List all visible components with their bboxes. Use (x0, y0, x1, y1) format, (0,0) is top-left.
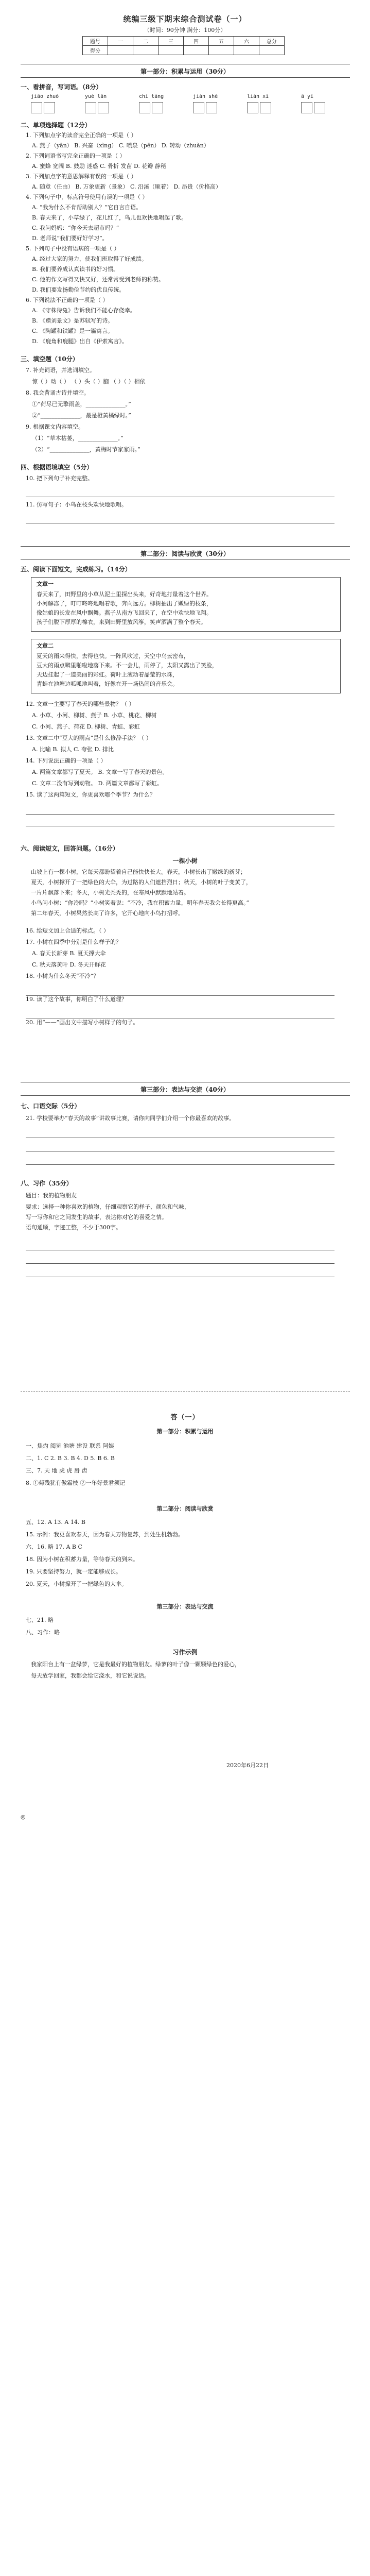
page-divider (21, 1391, 350, 1392)
story-line: 第二年春天，小树果然长高了许多，它开心地向小鸟打招呼。 (31, 910, 184, 917)
option-line: C. 秋天落黄叶 D. 冬天开鲜花 (32, 961, 106, 968)
answer-line[interactable] (26, 513, 334, 523)
question-line: 19. 读了这个故事，你明白了什么道理？ (26, 996, 127, 1003)
reading-box (31, 577, 341, 632)
reading-text-line: 豆大的雨点噼里啪啦地落下来。不一会儿，雨停了，太阳又露出了笑脸， (37, 662, 218, 669)
option-line: A. 经过大家的努力，使我们班取得了好成绩。 (32, 256, 147, 262)
option-line: C. 《陶罐和铁罐》是一篇寓言。 (32, 328, 114, 334)
reading-text-line: 青蛙在池塘边呱呱地叫着，好像在开一场热闹的音乐会。 (37, 680, 178, 687)
question-line: 13. 文章二中“豆大的雨点”是什么修辞手法？（ ） (26, 735, 152, 741)
score-table-header-row (83, 37, 285, 46)
story-line: 一片片飘落下来；冬天，小树光秃秃的，在寒风中默默地站着。 (31, 889, 189, 896)
answer-grid[interactable] (85, 102, 111, 115)
option-line: A. 随意（任由） B. 万象更新（景象） C. 沿溪（顺着） D. 昂贵（价格高） (32, 183, 221, 190)
answer-text: 七、21. 略 (26, 1617, 54, 1623)
question-line: 10. 把下列句子补充完整。 (26, 475, 93, 482)
question-heading: 六、阅读短文，回答问题。（16分） (21, 845, 119, 852)
score-cell: 总分 (259, 37, 285, 46)
question-line: 21. 学校要举办“春天的故事”讲故事比赛，请你向同学们介绍一个你最喜欢的故事。 (26, 1115, 235, 1122)
story-text (31, 869, 252, 920)
fill-line[interactable]: （2）“______________，黄梅时节家家雨。” (32, 446, 140, 453)
story-line: 夏天，小树撑开了一把绿色的大伞，为过路的人们遮挡烈日；秋天，小树的叶子变黄了， (31, 879, 252, 886)
question-line: 16. 给短文加上合适的标点。（ ） (26, 927, 109, 934)
sample-essay-title: 习作示例 (172, 1649, 198, 1656)
option-line: A. 小草、小河、柳树、燕子 B. 小草、桃花、柳树 (32, 712, 157, 719)
essay-title: 题目：我的植物朋友 (26, 1192, 77, 1199)
question-line: 4. 下列句子中，标点符号使用有误的一项是（ ） (26, 194, 148, 200)
reading-box-title: 文章二 (37, 642, 54, 649)
option-line: A. 《守株待兔》告诉我们不能心存侥幸。 (32, 307, 136, 314)
part1-title: 第一部分：积累与运用（30分） (140, 68, 230, 75)
score-cell: 五 (209, 37, 234, 46)
fill-question-list (26, 367, 145, 457)
score-cell: 题号 (83, 37, 108, 46)
footer-mark: ◎ (21, 1814, 26, 1820)
score-cell: 三 (158, 37, 184, 46)
question-line: 12. 文章一主要写了春天的哪些景物？（ ） (26, 701, 135, 707)
option-line: D. 《鹿角和鹿腿》出自《伊索寓言》。 (32, 338, 128, 345)
answer-text: 一、焦灼 阅览 池塘 建设 联系 阿姨 (26, 1443, 114, 1449)
question-heading: 二、单项选择题（12分） (21, 122, 91, 129)
divider (21, 77, 350, 78)
answer-line[interactable] (26, 803, 334, 815)
score-input-cell[interactable] (259, 46, 285, 55)
answer-grid[interactable] (139, 102, 165, 115)
question-heading: 七、口语交际（5分） (21, 1103, 81, 1110)
question-line: 20. 用“——”画出文中描写小树样子的句子。 (26, 1019, 139, 1026)
answer-text: 五、12. A 13. A 14. B (26, 1519, 85, 1526)
score-input-cell[interactable] (184, 46, 209, 55)
option-line: A. 蜜蜂 宽阔 B. 鼓励 迷惑 C. 骨折 发苗 D. 花瓣 静秘 (32, 163, 166, 170)
reading-box-title: 文章一 (37, 581, 54, 587)
answer-line[interactable] (26, 1140, 334, 1151)
score-input-cell[interactable] (133, 46, 158, 55)
option-line: B. 春天来了，小草绿了，花儿红了，鸟儿也欢快地唱起了歌。 (32, 214, 187, 221)
score-cell: 四 (184, 37, 209, 46)
option-line: A. 春天长新芽 B. 夏天撑大伞 (32, 950, 106, 957)
reading-text-line: 夏天的雨来得快，去得也快。一阵风吹过，天空中乌云密布， (37, 652, 189, 659)
answer-text: 二、1. C 2. B 3. B 4. D 5. B 6. B (26, 1455, 115, 1462)
question-line: 11. 仿写句子：小鸟在枝头欢快地歌唱。 (26, 501, 127, 508)
answer-line[interactable] (26, 815, 334, 826)
sample-line: 我家阳台上有一盆绿萝，它是我最好的植物朋友。绿萝的叶子像一颗颗绿色的爱心， (31, 1661, 240, 1668)
requirement-line: 语句通顺，字迹工整，不少于300字。 (26, 1224, 121, 1231)
score-input-cell[interactable] (209, 46, 234, 55)
story-question-list (26, 927, 334, 1030)
option-line: D. 老师说“我们要好好学习”。 (32, 235, 108, 242)
question-heading: 八、习作（35分） (21, 1180, 73, 1187)
score-table (82, 36, 285, 55)
answer-text: 20. 夏天，小树撑开了一把绿色的大伞。 (26, 1581, 127, 1587)
answer-grid[interactable] (301, 102, 327, 115)
sentence-question-list (26, 475, 334, 523)
page-subtitle: （时间：90分钟 满分：100分） (144, 27, 226, 33)
story-line: 小鸟问小树：“你冷吗？”小树笑着说：“不冷，我在积蓄力量，明年春天我会长得更高。” (31, 900, 249, 906)
question-line: 9. 根据课文内容填空。 (26, 423, 84, 430)
answer-line[interactable] (26, 1239, 334, 1250)
score-cell: 一 (108, 37, 133, 46)
answers-part1-title: 第一部分：积累与运用 (156, 1428, 214, 1435)
pinyin-label: jiàn shè (193, 94, 218, 99)
date-text: 2020年6月22日 (226, 1762, 269, 1769)
option-line: A. 比喻 B. 拟人 C. 夸张 D. 排比 (32, 746, 114, 753)
answer-grid[interactable] (247, 102, 273, 115)
sample-essay-text (31, 1661, 240, 1684)
option-line: C. 小河、燕子、荷花 D. 柳树、青蛙、彩虹 (32, 723, 140, 730)
answers-part1-list (26, 1443, 126, 1492)
answer-grid[interactable] (31, 102, 57, 115)
question-line: 18. 小树为什么冬天“不冷”？ (26, 973, 99, 979)
pinyin-label: lián xì (247, 94, 269, 99)
reading-text-line: 小河解冻了，叮叮咚咚地唱着歌，奔向远方。柳树抽出了嫩绿的枝条， (37, 600, 212, 607)
answer-text: 八、习作：略 (26, 1629, 60, 1636)
fill-line[interactable]: （1）“草木枯萎，______________。” (32, 435, 124, 442)
option-line: C. 我问妈妈：“你今天去超市吗？” (32, 225, 119, 231)
option-line: B. 我们要养成认真读书的好习惯。 (32, 266, 119, 273)
divider (21, 1095, 350, 1096)
pinyin-label: yuè lǎn (85, 94, 107, 99)
question-line: 15. 读了这两篇短文，你更喜欢哪个季节？为什么？ (26, 791, 155, 798)
question-heading: 四、根据语境填空（5分） (21, 464, 93, 471)
question-heading: 三、填空题（10分） (21, 355, 79, 363)
part2-title: 第二部分：阅读与欣赏（30分） (140, 550, 230, 557)
answer-text: 18. 因为小树在积蓄力量，等待春天的到来。 (26, 1556, 138, 1563)
choice-question-list (26, 132, 221, 348)
answer-grid[interactable] (193, 102, 219, 115)
reading-text-line: 春天来了，田野里的小草从泥土里探出头来，好奇地打量着这个世界。 (37, 590, 212, 598)
divider (21, 546, 350, 547)
question-line: 1. 下列加点字的读音完全正确的一项是（ ） (26, 132, 137, 139)
option-line: C. 文章二没有写到动物。 D. 两篇文章都写了彩虹。 (32, 780, 163, 787)
option-line: C. 他的作文写得又快又好，还常常受到老师的称赞。 (32, 276, 165, 283)
pinyin-label: ā yí (301, 94, 314, 99)
option-line: A. “我为什么不肯帮助别人？”它自言自语。 (32, 204, 142, 211)
part3-title: 第三部分：表达与交流（40分） (140, 1086, 230, 1093)
fill-line[interactable]: 惊（ ）动（ ） （ ）头（ ）脑 （ ）（ ）相依 (32, 378, 146, 385)
essay-requirements (26, 1204, 190, 1234)
answer-line[interactable] (26, 486, 334, 497)
answer-line[interactable] (26, 1265, 334, 1277)
answers-title: 答（一） (170, 1414, 200, 1421)
answers-part2-title: 第二部分：阅读与欣赏 (156, 1505, 214, 1512)
question-line: 6. 下列说法不正确的一项是（ ） (26, 297, 109, 303)
answer-text: 19. 只要坚持努力，就一定能够成长。 (26, 1568, 121, 1575)
option-line: B. 《赠刘景文》是苏轼写的诗。 (32, 317, 114, 324)
answer-line[interactable] (26, 1252, 334, 1264)
reading-box (31, 639, 341, 693)
page-title: 统编三级下期末综合测试卷（一） (123, 14, 247, 24)
answer-line[interactable] (26, 1126, 334, 1138)
answer-text: 8. ①菊残犹有傲霜枝 ②一年好景君须记 (26, 1480, 126, 1486)
option-line: D. 我们要发扬勤俭节约的优良传统。 (32, 286, 125, 293)
reading-text-line: 像姑娘的长发在风中飘舞。燕子从南方飞回来了，在空中欢快地飞翔。 (37, 609, 212, 616)
score-cell: 六 (234, 37, 259, 46)
fill-line[interactable]: ①“荷尽已无擎雨盖，______________。” (32, 401, 131, 408)
answer-line[interactable] (26, 1153, 334, 1165)
pinyin-label: jiāo zhuó (31, 94, 59, 99)
story-title: 一棵小树 (172, 857, 198, 865)
story-line: 山坡上有一棵小树，它每天都盼望着自己能快快长大。春天，小树长出了嫩绿的新芽； (31, 869, 246, 875)
question-line: 5. 下列句子中没有语病的一项是（ ） (26, 245, 120, 252)
requirement-line: 写一写你和它之间发生的故事，表达你对它的喜爱之情。 (26, 1214, 167, 1221)
question-line: 2. 下列词语书写完全正确的一项是（ ） (26, 152, 126, 159)
reading-text-line: 孩子们脱下厚厚的棉衣，来到田野里放风筝，笑声洒满了整个春天。 (37, 618, 206, 625)
answer-text: 15. 示例：我更喜欢春天，因为春天万物复苏，到处生机勃勃。 (26, 1531, 184, 1538)
score-table-score-row (83, 46, 285, 55)
answers-part2-list (26, 1519, 184, 1593)
score-cell: 得分 (83, 46, 108, 55)
question-line: 17. 小树在四季中分别是什么样子的？ (26, 939, 121, 945)
question-line: 8. 我会背诵古诗并填空。 (26, 389, 90, 396)
question-line: 3. 下列加点字的意思解释有误的一项是（ ） (26, 173, 137, 180)
score-input-cell[interactable] (108, 46, 133, 55)
pinyin-label: chí táng (139, 94, 164, 99)
answer-text: 三、7. 天 地 虎 虎 唇 齿 (26, 1467, 87, 1474)
question-line: 14. 下列说法正确的一项是（ ） (26, 757, 107, 764)
reading-question-list (26, 701, 334, 826)
score-cell: 二 (133, 37, 158, 46)
question-heading: 五、阅读下面短文，完成练习。（14分） (21, 566, 131, 573)
score-input-cell[interactable] (158, 46, 184, 55)
question-heading: 一、看拼音，写词语。（8分） (21, 83, 102, 91)
option-line: A. 燕子（yān） B. 兴奋（xìng） C. 喷泉（pēn） D. 转动（zhuàn） (32, 142, 209, 149)
requirement-line: 要求：选择一种你喜欢的植物，仔细观察它的样子、颜色和气味， (26, 1204, 190, 1210)
answers-part3-title: 第三部分：表达与交流 (156, 1603, 214, 1610)
answer-text: 六、16. 略 17. A B C (26, 1544, 82, 1550)
answers-part3-list (26, 1617, 60, 1641)
answer-line[interactable] (26, 1007, 334, 1019)
option-line: A. 两篇文章都写了夏天。 B. 文章一写了春天的景色。 (32, 769, 168, 775)
question-line: 7. 补充词语，并选词填空。 (26, 367, 95, 374)
sample-line: 每天放学回家，我都会给它浇水，和它说说话。 (31, 1672, 150, 1679)
reading-text-line: 天边挂起了一道美丽的彩虹。荷叶上滚动着晶莹的水珠， (37, 671, 178, 678)
fill-line[interactable]: ②“______________，最是橙黄橘绿时。” (32, 412, 131, 419)
score-input-cell[interactable] (234, 46, 259, 55)
answer-line[interactable] (26, 984, 334, 996)
